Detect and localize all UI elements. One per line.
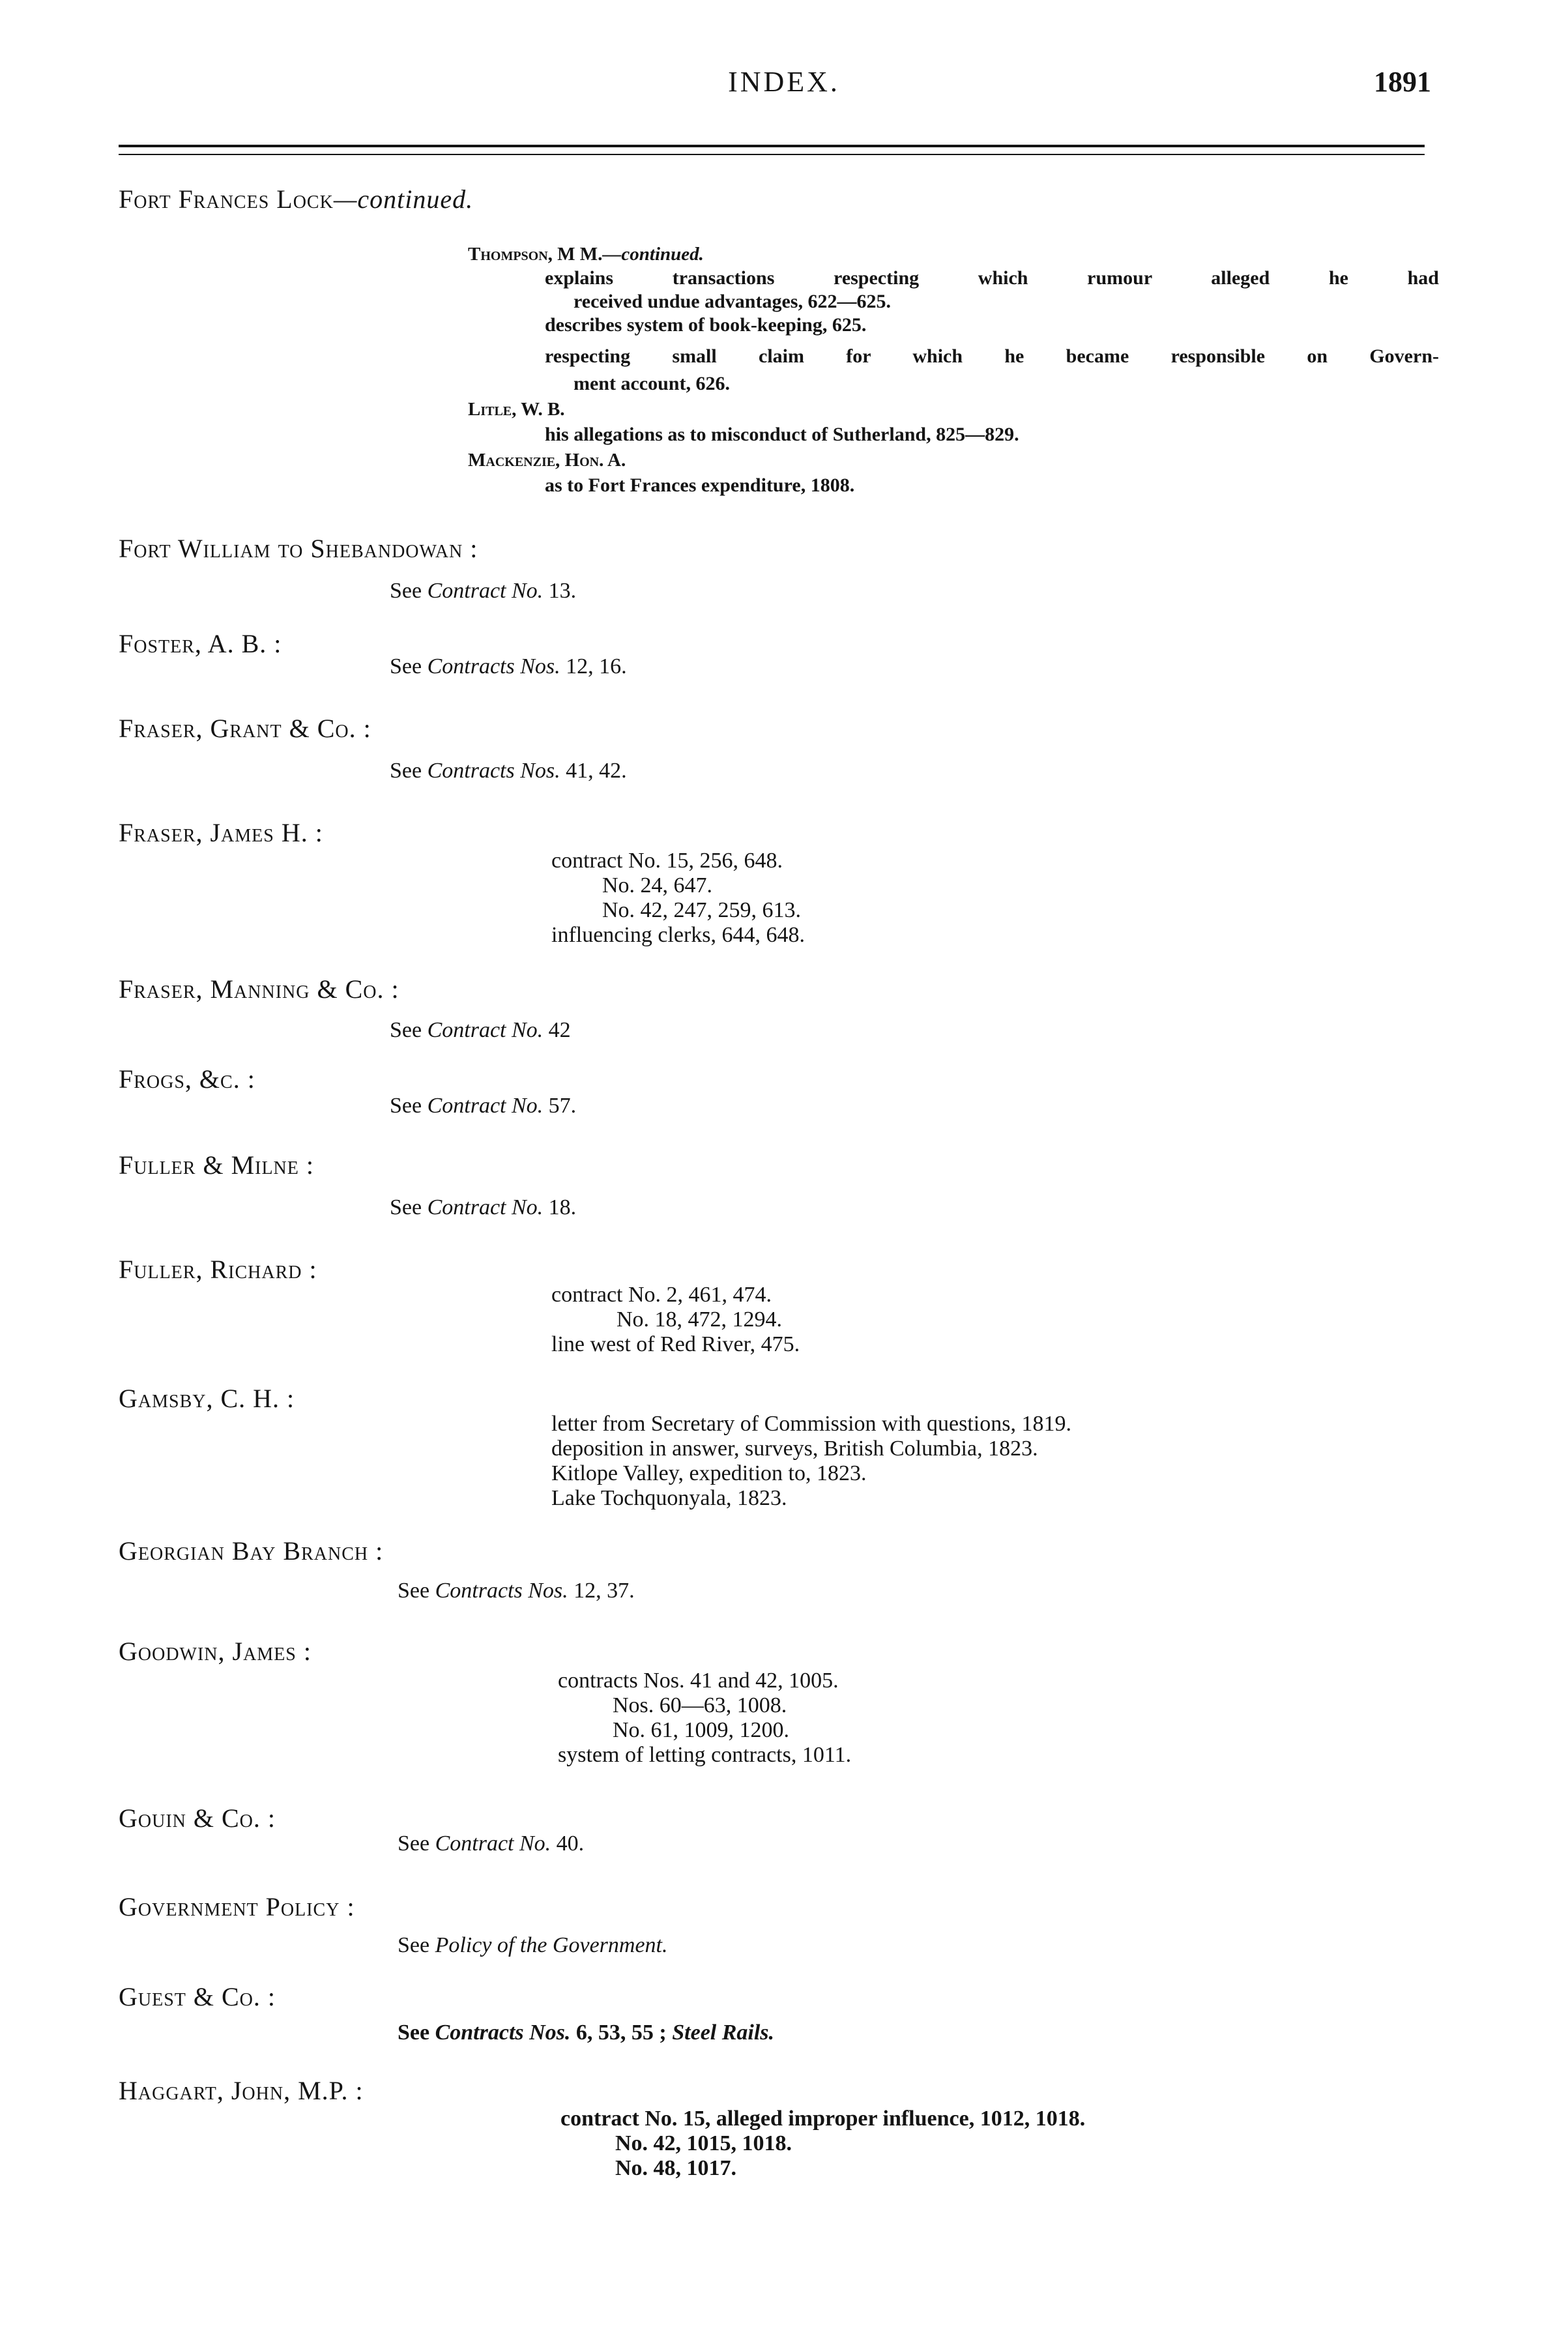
subentry-litle: Litle, W. B.: [468, 399, 565, 420]
entry-line: contracts Nos. 41 and 42, 1005.: [558, 1669, 839, 1693]
page-number: 1891: [1374, 66, 1431, 98]
entry-heading-gouin: Gouin & Co. :: [119, 1803, 276, 1833]
entry-line: Nos. 60—63, 1008.: [613, 1693, 787, 1717]
see-reference: See Contracts Nos. 6, 53, 55 ; Steel Rails.: [398, 2021, 775, 2045]
entry-line: No. 42, 1015, 1018.: [615, 2131, 792, 2155]
entry-heading-fort-william: Fort William to Shebandowan :: [119, 534, 478, 563]
entry-heading-fuller-milne: Fuller & Milne :: [119, 1150, 314, 1180]
entry-line: No. 48, 1017.: [615, 2156, 737, 2180]
subentry-thompson: Thompson, M M.—continued.: [468, 244, 704, 265]
subentry-mackenzie: Mackenzie, Hon. A.: [468, 450, 626, 471]
entry-line: as to Fort Frances expenditure, 1808.: [545, 474, 855, 496]
entry-line: line west of Red River, 475.: [551, 1332, 800, 1356]
entry-heading-foster: Foster, A. B. :: [119, 629, 282, 658]
entry-line: letter from Secretary of Commission with questions, 1819.: [551, 1412, 1071, 1436]
header-rule-thin: [119, 154, 1425, 155]
entry-line: influencing clerks, 644, 648.: [551, 923, 806, 947]
entry-heading-fort-frances: Fort Frances Lock—continued.: [119, 184, 474, 214]
entry-line: Kitlope Valley, expedition to, 1823.: [551, 1461, 867, 1485]
entry-heading-goodwin: Goodwin, James :: [119, 1637, 312, 1666]
see-reference: See Contracts Nos. 12, 37.: [398, 1579, 635, 1603]
entry-line: Lake Tochquonyala, 1823.: [551, 1486, 787, 1510]
entry-line: contract No. 15, 256, 648.: [551, 849, 783, 873]
see-reference: See Contract No. 13.: [390, 579, 577, 603]
entry-line: No. 61, 1009, 1200.: [613, 1718, 790, 1742]
running-title: INDEX.: [728, 66, 840, 98]
entry-heading-fraser-grant: Fraser, Grant & Co. :: [119, 714, 371, 743]
entry-line: his allegations as to misconduct of Sutherland, 825—829.: [545, 424, 1019, 445]
entry-line: received undue advantages, 622—625.: [573, 291, 891, 312]
entry-heading-government-policy: Government Policy :: [119, 1892, 355, 1921]
entry-line: No. 18, 472, 1294.: [617, 1307, 783, 1332]
entry-line: respecting small claim for which he became responsible on Govern-: [545, 345, 1439, 367]
see-reference: See Contract No. 42: [390, 1018, 571, 1042]
entry-heading-georgian-bay: Georgian Bay Branch :: [119, 1536, 384, 1566]
entry-heading-fraser-james: Fraser, James H. :: [119, 818, 323, 847]
entry-heading-guest: Guest & Co. :: [119, 1982, 276, 2011]
entry-line: contract No. 2, 461, 474.: [551, 1283, 772, 1307]
see-reference: See Contracts Nos. 41, 42.: [390, 759, 627, 783]
see-reference: See Contract No. 40.: [398, 1831, 585, 1856]
header-rule-thick: [119, 145, 1425, 147]
see-reference: See Policy of the Government.: [398, 1933, 668, 1957]
entry-heading-haggart: Haggart, John, M.P. :: [119, 2076, 364, 2105]
entry-heading-frogs: Frogs, &c. :: [119, 1064, 255, 1094]
see-reference: See Contracts Nos. 12, 16.: [390, 654, 627, 678]
entry-line: contract No. 15, alleged improper influence, 1012, 1018.: [560, 2107, 1086, 2131]
entry-line: system of letting contracts, 1011.: [558, 1743, 852, 1767]
entry-heading-fuller-richard: Fuller, Richard :: [119, 1255, 317, 1284]
entry-line: ment account, 626.: [573, 373, 730, 394]
entry-line: No. 42, 247, 259, 613.: [602, 898, 802, 922]
entry-line: describes system of book-keeping, 625.: [545, 314, 867, 336]
entry-heading-fraser-manning: Fraser, Manning & Co. :: [119, 974, 399, 1004]
entry-heading-gamsby: Gamsby, C. H. :: [119, 1384, 295, 1413]
entry-line: deposition in answer, surveys, British Columbia, 1823.: [551, 1437, 1038, 1461]
entry-line: explains transactions respecting which rumour alleged he had: [545, 267, 1439, 289]
entry-line: No. 24, 647.: [602, 873, 713, 897]
see-reference: See Contract No. 57.: [390, 1094, 577, 1118]
see-reference: See Contract No. 18.: [390, 1195, 577, 1219]
